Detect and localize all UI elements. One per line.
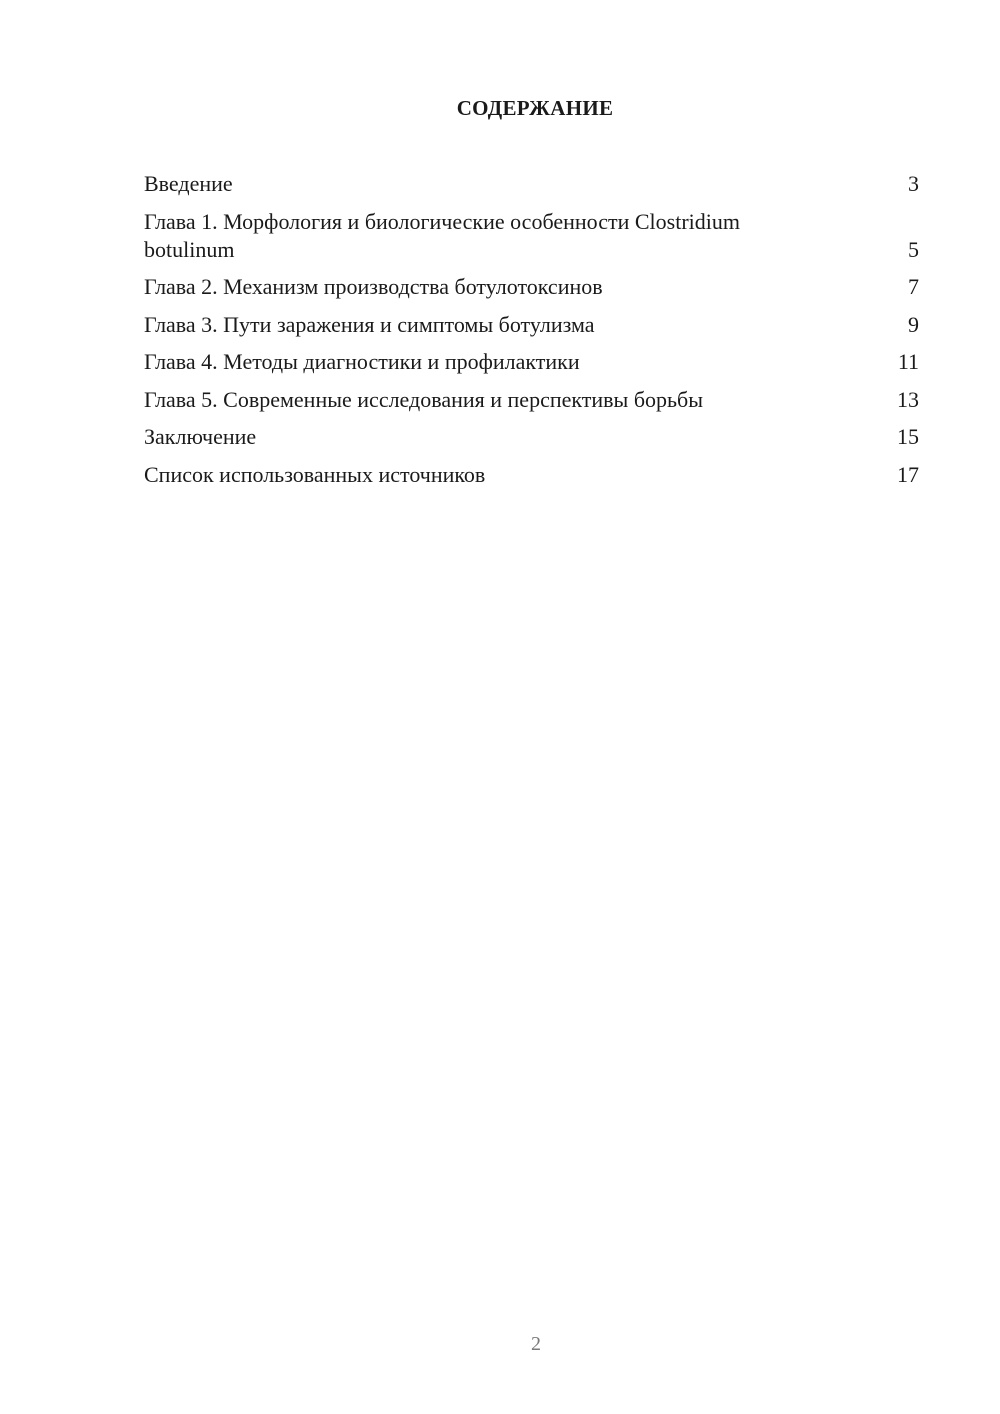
toc-entry-label: Глава 2. Механизм производства ботулотоксинов — [144, 274, 603, 299]
toc-entry-label: Глава 4. Методы диагностики и профилактики — [144, 349, 580, 374]
toc-entry-label: Заключение — [144, 424, 257, 449]
table-of-contents — [144, 170, 919, 498]
toc-entry-conclusion — [144, 423, 919, 451]
toc-entry-chapter-1 — [144, 208, 919, 264]
toc-entry-references — [144, 461, 919, 489]
toc-entry-page: 17 — [897, 461, 919, 487]
toc-entry-introduction — [144, 170, 919, 198]
toc-entry-page: 5 — [908, 236, 919, 262]
toc-entry-chapter-4 — [144, 348, 919, 376]
toc-entry-page: 13 — [897, 386, 919, 412]
toc-entry-label: Глава 1. Морфология и биологические особенности Clostridium botulinum — [144, 208, 740, 262]
toc-entry-page: 3 — [908, 171, 919, 196]
toc-entry-label: Глава 3. Пути заражения и симптомы ботулизма — [144, 311, 595, 337]
toc-entry-chapter-3 — [144, 311, 919, 339]
toc-entry-page: 11 — [897, 349, 919, 374]
toc-entry-page: 7 — [908, 274, 919, 299]
toc-entry-chapter-2 — [144, 273, 919, 301]
page-title: СОДЕРЖАНИЕ — [456, 96, 614, 120]
toc-entry-page: 15 — [897, 424, 919, 449]
toc-entry-page: 9 — [908, 311, 919, 337]
toc-entry-label: Введение — [144, 171, 233, 196]
toc-entry-chapter-5 — [144, 386, 919, 414]
page-number: 2 — [531, 1333, 541, 1355]
toc-entry-label: Список использованных источников — [144, 461, 486, 487]
toc-entry-label: Глава 5. Современные исследования и перспективы борьбы — [144, 386, 704, 412]
